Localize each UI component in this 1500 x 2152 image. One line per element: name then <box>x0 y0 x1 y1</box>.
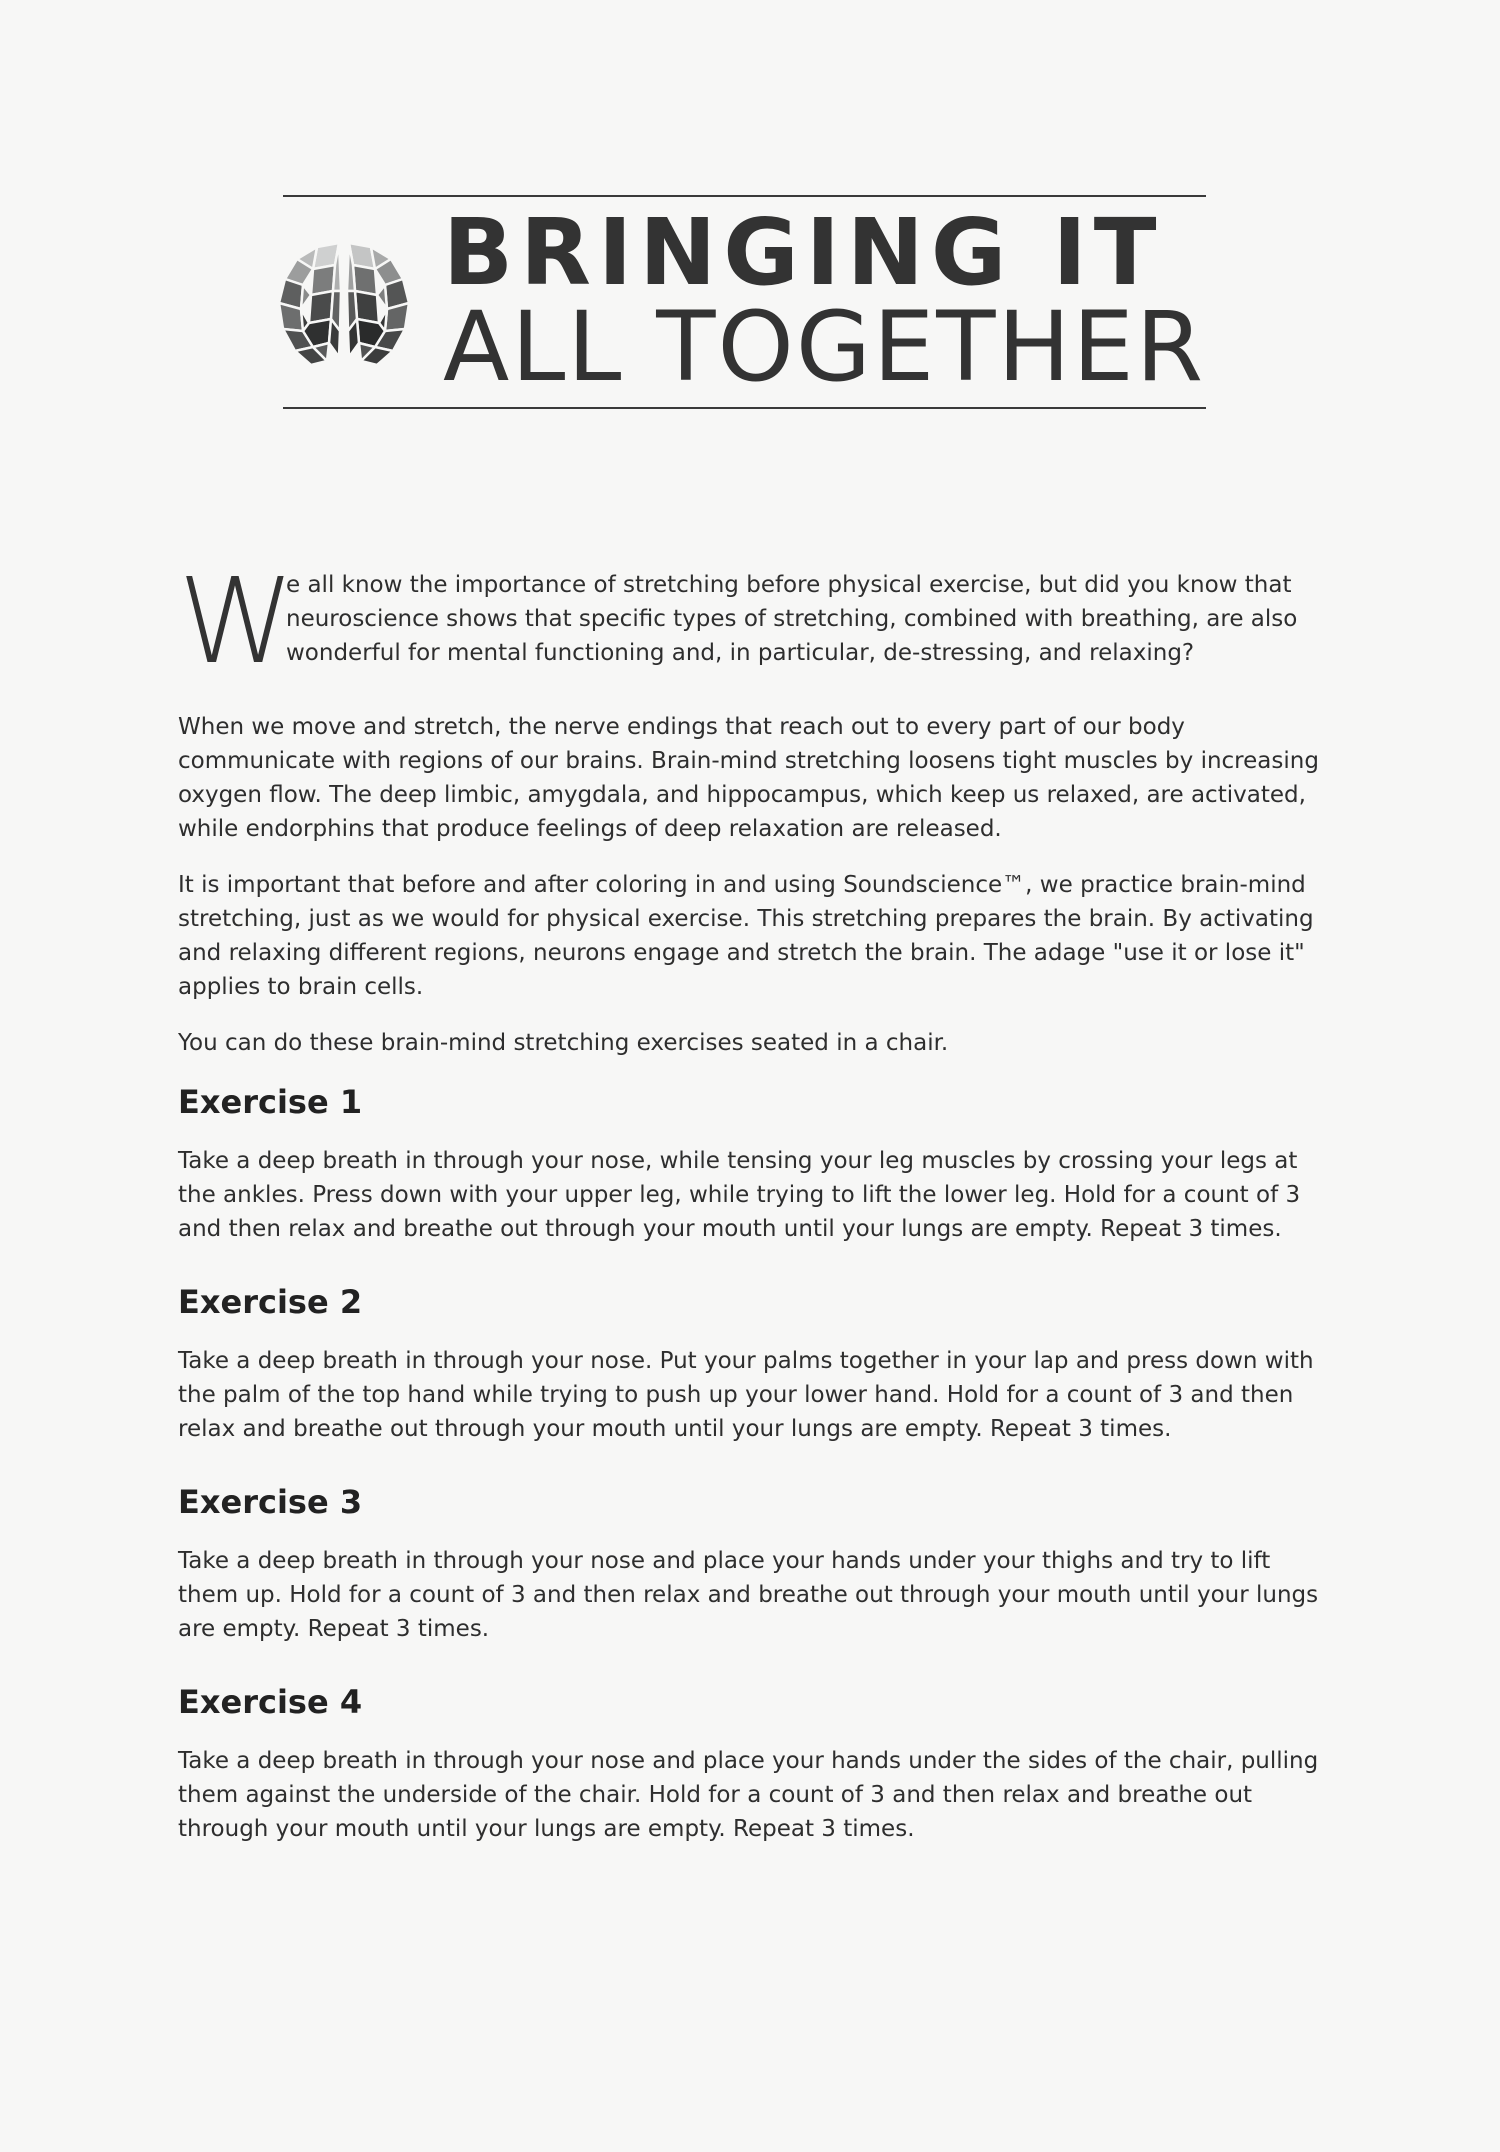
title-line-2: ALL TOGETHER <box>443 291 1206 403</box>
body-paragraph: It is important that before and after coloring in and using Soundscience™, we practice brain-mind stretching, just as we would for physical exercise. This stretching prepares the brain. By activating and relaxing different regions, neurons engage and stretch the brain. The adage "use it or lose it" applies to brain cells. <box>178 872 1314 1000</box>
exercise-text: Take a deep breath in through your nose. Put your palms together in your lap and press down with the palm of the top hand while trying to push up your lower hand. Hold for a count of 3 and then relax and breathe out through your mouth until your lungs are empty. Repeat 3 times. <box>178 1348 1314 1442</box>
exercise-heading: Exercise 3 <box>178 1483 363 1521</box>
intro-paragraph <box>178 552 1328 690</box>
title-block <box>283 195 1206 410</box>
title-bottom-rule <box>283 407 1206 409</box>
brain-icon <box>273 235 415 375</box>
exercise-section <box>178 1682 1328 1846</box>
exercise-heading: Exercise 2 <box>178 1283 363 1321</box>
body-paragraph: You can do these brain-mind stretching exercises seated in a chair. <box>178 1030 949 1056</box>
exercise-heading: Exercise 1 <box>178 1083 363 1121</box>
exercise-text: Take a deep breath in through your nose, while tensing your leg muscles by crossing your legs at the ankles. Press down with your upper leg, while trying to lift the lower leg. Hold for a count of 3 and then relax and breathe out through your mouth until your lungs are empty. Repeat 3 times. <box>178 1148 1301 1242</box>
exercise-text: Take a deep breath in through your nose and place your hands under your thighs and try to lift them up. Hold for a count of 3 and then relax and breathe out through your mouth until your lungs are empty. Repeat 3 times. <box>178 1548 1319 1642</box>
title-line-1: BRINGING IT <box>443 199 1164 306</box>
title-top-rule <box>283 195 1206 197</box>
intro-text: e all know the importance of stretching before physical exercise, but did you know that neuroscience shows that specific types of stretching, combined with breathing, are also wonderful for mental functioning and, in particular, de-stressing, and relaxing? <box>286 572 1298 666</box>
drop-cap: W <box>178 552 295 690</box>
exercise-heading: Exercise 4 <box>178 1683 363 1721</box>
exercise-section <box>178 1082 1328 1246</box>
article-body <box>178 552 1328 1882</box>
exercise-section <box>178 1282 1328 1446</box>
exercise-text: Take a deep breath in through your nose and place your hands under the sides of the chair, pulling them against the underside of the chair. Hold for a count of 3 and then relax and breathe out through your mouth until your lungs are empty. Repeat 3 times. <box>178 1748 1319 1842</box>
body-paragraph: When we move and stretch, the nerve endings that reach out to every part of our body communicate with regions of our brains. Brain-mind stretching loosens tight muscles by increasing oxygen flow. The deep limbic, amygdala, and hippocampus, which keep us relaxed, are activated, while endorphins that produce feelings of deep relaxation are released. <box>178 714 1319 842</box>
exercise-section <box>178 1482 1328 1646</box>
